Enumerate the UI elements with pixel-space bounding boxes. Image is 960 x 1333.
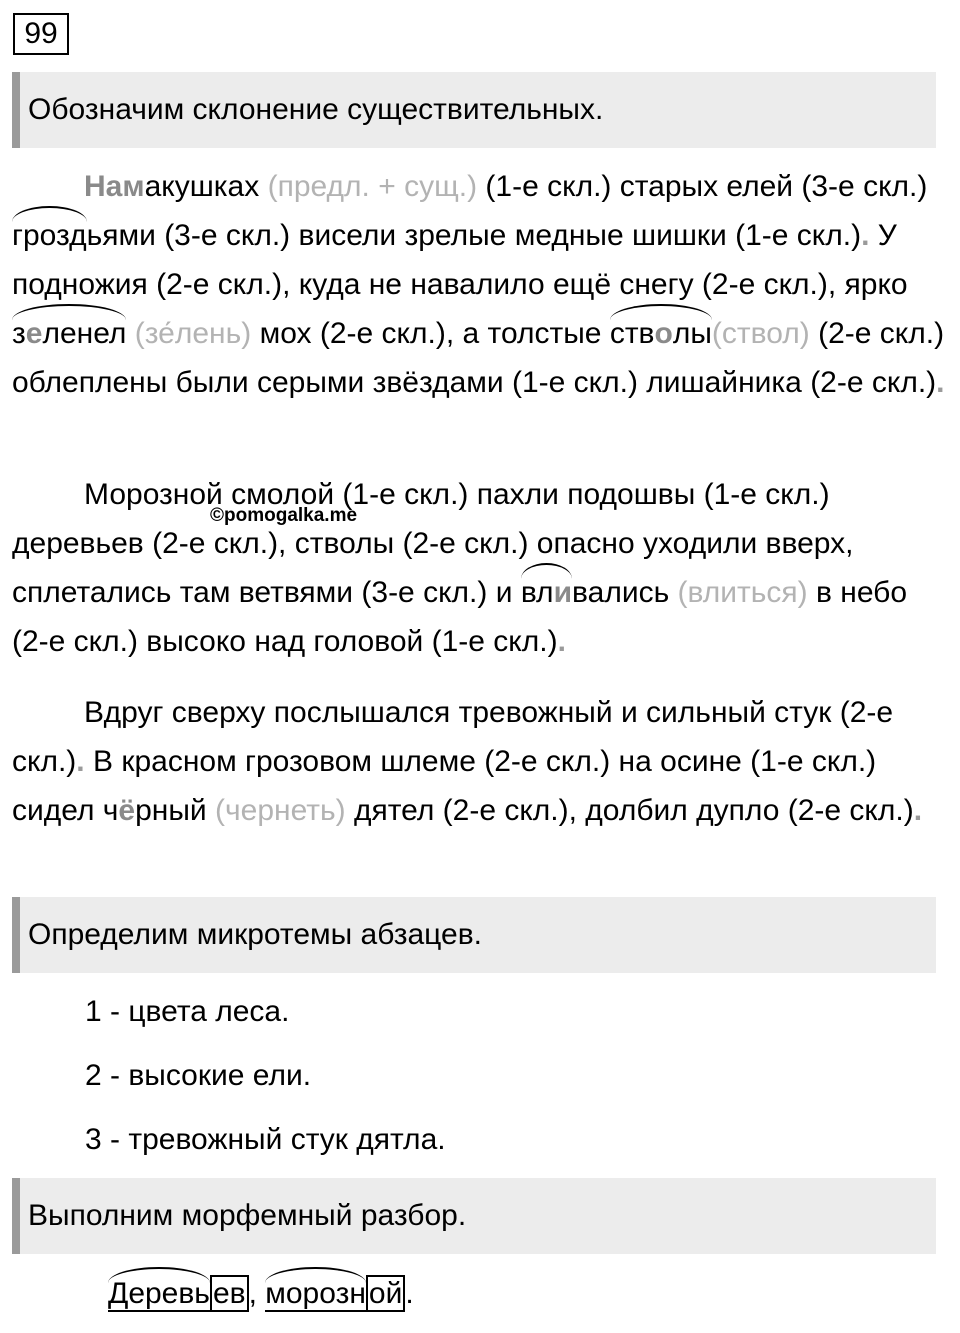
hint: (чернеть) [215, 794, 346, 827]
paragraph-1 [12, 162, 948, 407]
text: мох (2-е скл.), а толстые [251, 317, 610, 350]
text: вались [572, 576, 678, 609]
section-header-declension: Обозначим склонение существительных. [12, 72, 936, 148]
section-header-microthemes: Определим микротемы абзацев. [12, 897, 936, 973]
dot: . [557, 625, 566, 658]
text: В красном грозовом шлеме (2-е скл.) на осине (1-е скл.) сидел ч [12, 745, 877, 827]
microtheme-item: 3 - тревожный стук дятла. [85, 1123, 446, 1156]
text: Вдруг сверху послышался тревожный и сильный стук (2-е скл.) [12, 696, 894, 778]
microtheme-item: 2 - высокие ели. [85, 1059, 312, 1092]
text: рный [135, 794, 216, 827]
paragraph-2 [12, 470, 948, 666]
paragraph-3 [12, 688, 948, 835]
text: (3-е скл.) висели зрелые медные шишки (1-е скл.) [155, 219, 862, 252]
final-dot: . [405, 1277, 414, 1310]
root-arc: вли [521, 568, 572, 617]
hint: (влиться) [677, 576, 808, 609]
text: (1-е скл.) старых елей (3-е скл.) [477, 170, 928, 203]
word-base [265, 1277, 366, 1312]
dot: . [936, 366, 945, 399]
dot: . [76, 745, 85, 778]
dot: . [861, 219, 870, 252]
root-arc: зеленел [12, 309, 126, 358]
root-arc: стволы [610, 309, 712, 358]
text: У подножия (2-е скл.), куда не навалило ещё снегу (2-е скл.), ярко [12, 219, 908, 301]
text: акушках [144, 170, 268, 203]
root-arc: грозд [12, 211, 87, 260]
text: (2-е скл.) облеплены были серыми звёздами (1-е скл.) лишайника (2-е скл.) [12, 317, 945, 399]
section-header-morpheme: Выполним морфемный разбор. [12, 1178, 936, 1254]
microtheme-item: 1 - цвета леса. [85, 995, 290, 1028]
dot: . [913, 794, 923, 827]
text: дятел (2-е скл.), долбил дупло (2-е скл.) [345, 794, 914, 827]
vowel-yo: ё [118, 794, 136, 827]
hint: (зе́лень) [134, 317, 252, 350]
morpheme-analysis [108, 1272, 414, 1316]
word-ending: ев [210, 1275, 249, 1312]
exercise-number: 99 [13, 13, 69, 55]
prefix-na: На [84, 170, 123, 203]
word-ending: ой [366, 1275, 405, 1312]
separator: , [248, 1277, 266, 1310]
hint: (предл. + сущ.) [267, 170, 478, 203]
hint: (ствол) [711, 317, 810, 350]
word-root: Деревь [108, 1272, 210, 1316]
text: Морозной смолой (1-е скл.) пахли подошвы (1-е скл.) деревьев (2-е скл.), стволы (2-е скл.) опасно уходили вверх, сплетались там ветвями (3-е скл.) и [12, 478, 854, 609]
word-root: морозн [265, 1272, 366, 1316]
watermark: ©pomogalka.me [210, 505, 358, 526]
text: в небо (2-е скл.) высоко над головой (1-е скл.) [12, 576, 908, 658]
prefix-m: м [122, 170, 145, 203]
word-base [108, 1277, 210, 1312]
text: ьями [86, 219, 156, 252]
